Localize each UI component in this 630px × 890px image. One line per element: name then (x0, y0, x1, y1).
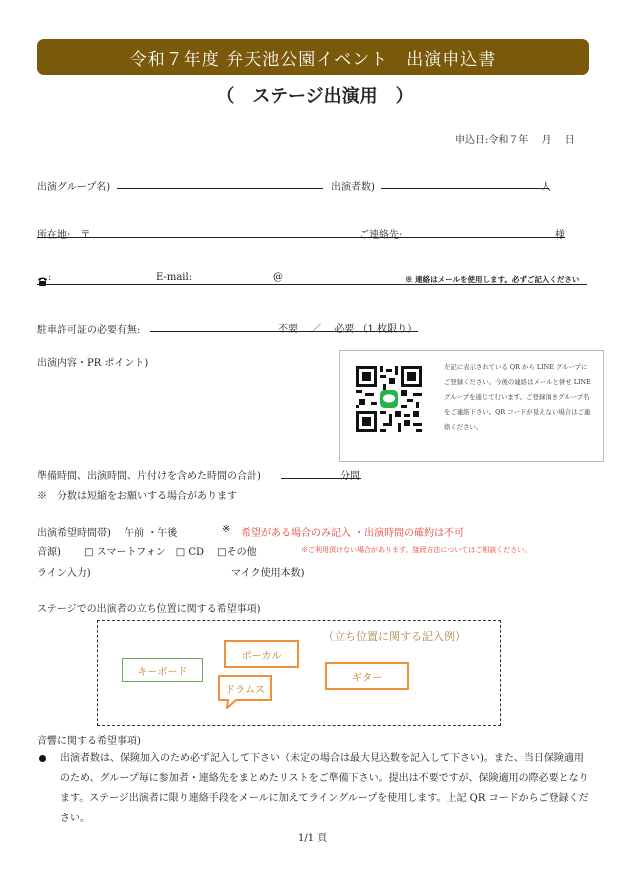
bullet-icon (39, 755, 46, 762)
qr-code-icon (356, 366, 422, 432)
stage-position-label: ステージでの出演者の立ち位置に関する希望事項) (37, 604, 261, 615)
address-label: 所在地: 〒 (37, 230, 91, 241)
member-count-field[interactable] (381, 188, 549, 189)
phone-label: : (48, 272, 52, 283)
page-number: 1/1 頁 (298, 833, 328, 844)
contact-suffix: 様 (555, 230, 565, 241)
group-name-field[interactable] (117, 188, 323, 189)
qr-instruction-text: 左記に表示されている QR から LINE グループにご登録ください。今後の連絡はメールと併せ LINE グループを通じて行います。ご登録頂きグループ名をご連絡下さい。QR コードが見えない場合はご連絡ください。 (444, 363, 591, 431)
member-count-label: 出演者数) (331, 182, 375, 193)
total-time-unit: 分間 (340, 471, 360, 482)
keyboard-box: キーボード (122, 658, 203, 682)
time-slot-mark: ※ (222, 524, 231, 535)
phone-icon (37, 272, 48, 283)
address-field[interactable] (37, 237, 565, 238)
audio-note: ※ご利用頂けない場合があります。接続方法についてはご相談ください。 (301, 546, 532, 554)
form-title-banner (37, 39, 589, 75)
guitar-box: ギター (325, 662, 409, 690)
parking-label: 駐車許可証の必要有無: (37, 325, 141, 336)
parking-options[interactable]: 不要 ／ 必要 （1 枚限り） (278, 324, 418, 335)
mail-note: ※ 連絡はメールを使用します。必ずご記入ください (405, 275, 580, 284)
drums-box: ドラムス (225, 685, 265, 696)
vocal-box: ボーカル (224, 640, 299, 668)
mic-count-label: マイク使用本数) (231, 568, 305, 579)
email-label: E-mail: (156, 272, 193, 283)
example-title: （立ち位置に関する記入例） (323, 630, 466, 643)
time-note: ※ 分数は短縮をお願いする場合があります (37, 491, 237, 502)
time-slot-label[interactable]: 出演希望時間帯) 午前 ・午後 (37, 528, 178, 539)
total-time-label: 準備時間、出演時間、片付けを含めた時間の合計) (37, 471, 261, 482)
form-title: 令和７年度 弁天池公園イベント 出演申込書 (129, 49, 497, 70)
application-date: 申込日:令和７年 月 日 (455, 135, 575, 146)
sound-request-label: 音響に関する希望事項) (37, 736, 141, 747)
email-at-sign: @ (273, 272, 283, 283)
performance-content-label: 出演内容・PR ポイント) (37, 358, 149, 369)
group-name-label: 出演グループ名) (37, 182, 111, 193)
contact-label: ご連絡先: (359, 230, 403, 241)
insurance-notice: 出演者数は、保険加入のため必ず記入して下さい（未定の場合は最大見込数を記入して下さい)。また、当日保険適用のため、グループ毎に参加者・連絡先をまとめたリストをご準備下さい。提出は不要ですが、保険適用の際必要となります。ステージ出演者に限り連絡手段をメールに加えてライングループを使用します。上記 QR コードからご登録ください。 (60, 753, 589, 824)
time-slot-note: 希望がある場合のみ記入 ・出演時間の確約は不可 (241, 528, 465, 539)
form-subtitle: （ ステージ出演用 ） (216, 86, 414, 107)
audio-source-label[interactable]: 音源) □ スマートフォン □ CD □その他 (37, 547, 257, 558)
member-count-unit: 人 (541, 182, 551, 193)
line-input-label: ライン入力) (37, 568, 91, 579)
